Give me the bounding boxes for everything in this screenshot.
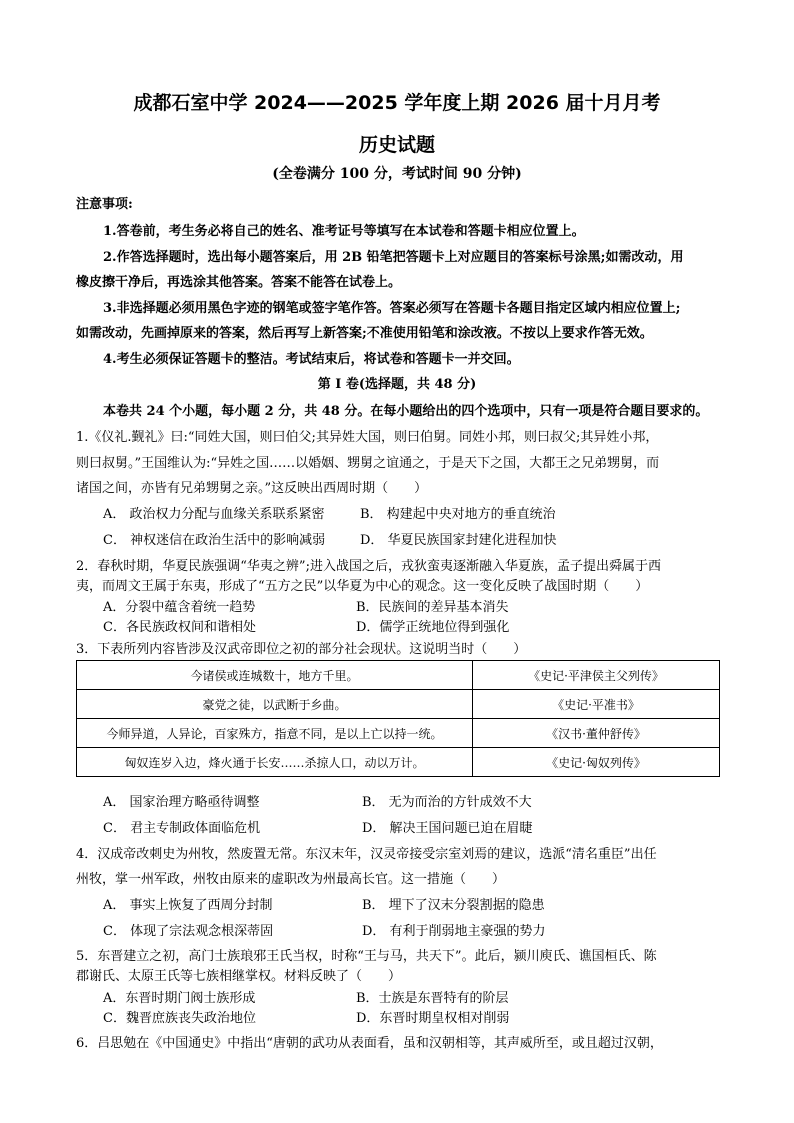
question-4-line: 4．汉成帝改刺史为州牧，然废置无常。东汉末年，汉灵帝接受宗室刘焉的建议，选派“清名重臣”出任	[76, 847, 657, 862]
notice-line: 3.非选择题必须用黑色字迹的钢笔或签字笔作答。答案必须写在答题卡各题目指定区域内相应位置上;	[103, 301, 681, 316]
question-5-option-b: B．士族是东晋特有的阶层	[356, 991, 509, 1006]
question-2-line: 夷，而周文王属于东夷，形成了“五方之民”以华夏为中心的观念。这一变化反映了战国时期（ ）	[76, 579, 649, 594]
notice-line: 如需改动，先画掉原来的答案，然后再写上新答案;不准使用铅笔和涂改液。不按以上要求作答无效。	[76, 326, 653, 341]
question-3-line: 3．下表所列内容皆涉及汉武帝即位之初的部分社会现状。这说明当时（ ）	[76, 642, 527, 657]
notice-heading: 注意事项:	[76, 197, 133, 212]
notice-line: 橡皮擦干净后，再选涂其他答案。答案不能答在试卷上。	[76, 275, 402, 290]
question-4-option-a: A． 事实上恢复了西周分封制	[103, 898, 273, 913]
question-4-option-d: D． 有利于削弱地主豪强的势力	[362, 924, 546, 939]
question-5-option-d: D．东晋时期皇权相对削弱	[356, 1011, 510, 1026]
notice-line: 4.考生必须保证答题卡的整洁。考试结束后，将试卷和答题卡一并交回。	[103, 352, 520, 367]
question-3-option-a: A． 国家治理方略亟待调整	[103, 795, 260, 810]
question-5-option-a: A．东晋时期门阀士族形成	[103, 991, 256, 1006]
table-cell-source: 《史记·平津侯主父列传》	[473, 661, 720, 690]
question-2-option-c: C．各民族政权间和谐相处	[103, 620, 256, 635]
question-1-option-b: B． 构建起中央对地方的垂直统治	[360, 507, 556, 522]
question-3-option-b: B． 无为而治的方针成效不大	[362, 795, 532, 810]
question-3-table	[76, 660, 720, 777]
question-4-option-c: C． 体现了宗法观念根深蒂固	[103, 924, 274, 939]
question-1-line: 则曰叔舅。”王国维认为:“异姓之国……以婚姻、甥舅之谊通之，于是天下之国，大都王之兄弟甥舅，而	[76, 456, 660, 471]
notice-line: 1.答卷前，考生务必将自己的姓名、准考证号等填写在本试卷和答题卡相应位置上。	[103, 224, 585, 239]
question-1-option-d: D． 华夏民族国家封建化进程加快	[360, 533, 557, 548]
table-row	[77, 719, 720, 748]
question-5-line: 5．东晋建立之初，高门士族琅邪王氏当权，时称“王与马，共天下”。此后，颍川庾氏、谯国桓氏、陈	[76, 949, 657, 964]
table-cell-quote: 今诸侯或连城数十，地方千里。	[77, 661, 473, 690]
question-6-line: 6．吕思勉在《中国通史》中指出“唐朝的武功从表面看，虽和汉朝相等，其声威所至，或且超过汉朝，	[76, 1036, 663, 1051]
table-cell-quote: 匈奴连岁入边，烽火通于长安……杀掠人口，动以万计。	[77, 748, 473, 777]
exam-title: 成都石室中学 2024——2025 学年度上期 2026 届十月月考	[133, 92, 661, 114]
table-row	[77, 661, 720, 690]
section-title: 第 I 卷(选择题，共 48 分)	[317, 377, 477, 392]
question-4-line: 州牧，掌一州军政，州牧由原来的虚职改为州最高长官。这一措施（ ）	[76, 872, 506, 887]
table-cell-source: 《史记·平准书》	[473, 690, 720, 719]
subject-title: 历史试题	[358, 134, 435, 156]
question-1-option-a: A． 政治权力分配与血缘关系联系紧密	[103, 507, 325, 522]
table-cell-quote: 今师异道，人异论，百家殊方，指意不同，是以上亡以持一统。	[77, 719, 473, 748]
notice-line: 2.作答选择题时，选出每小题答案后，用 2B 铅笔把答题卡上对应题目的答案标号涂黑;如需改动，用	[103, 250, 684, 265]
table-row	[77, 748, 720, 777]
question-2-option-a: A．分裂中蕴含着统一趋势	[103, 600, 256, 615]
table-cell-source: 《汉书·董仲舒传》	[473, 719, 720, 748]
question-1-option-c: C． 神权迷信在政治生活中的影响减弱	[103, 533, 326, 548]
question-2-line: 2．春秋时期，华夏民族强调“华夷之辨”;进入战国之后，戎狄蛮夷逐渐融入华夏族，孟子提出舜属于西	[76, 559, 661, 574]
score-time-line: (全卷满分 100 分，考试时间 90 分钟)	[272, 166, 522, 182]
question-2-option-b: B．民族间的差异基本消失	[356, 600, 509, 615]
table-row	[77, 690, 720, 719]
question-1-line: 诸国之间，亦皆有兄弟甥舅之亲。”这反映出西周时期（ ）	[76, 481, 428, 496]
question-3-option-c: C． 君主专制政体面临危机	[103, 821, 261, 836]
table-cell-quote: 豪党之徒，以武断于乡曲。	[77, 690, 473, 719]
question-4-option-b: B． 埋下了汉末分裂割据的隐患	[362, 898, 545, 913]
question-2-option-d: D．儒学正统地位得到强化	[356, 620, 510, 635]
question-1-line: 1.《仪礼.觐礼》曰:“同姓大国，则曰伯父;其异姓大国，则曰伯舅。同姓小邦，则曰叔父;其异姓小邦，	[76, 430, 659, 445]
section-intro: 本卷共 24 个小题，每小题 2 分，共 48 分。在每小题给出的四个选项中，只有一项是符合题目要求的。	[103, 404, 709, 419]
question-3-option-d: D． 解决王国问题已迫在眉睫	[362, 821, 533, 836]
table-cell-source: 《史记·匈奴列传》	[473, 748, 720, 777]
question-5-option-c: C．魏晋庶族丧失政治地位	[103, 1011, 256, 1026]
question-5-line: 郡谢氏、太原王氏等七族相继掌权。材料反映了（ ）	[76, 969, 402, 984]
